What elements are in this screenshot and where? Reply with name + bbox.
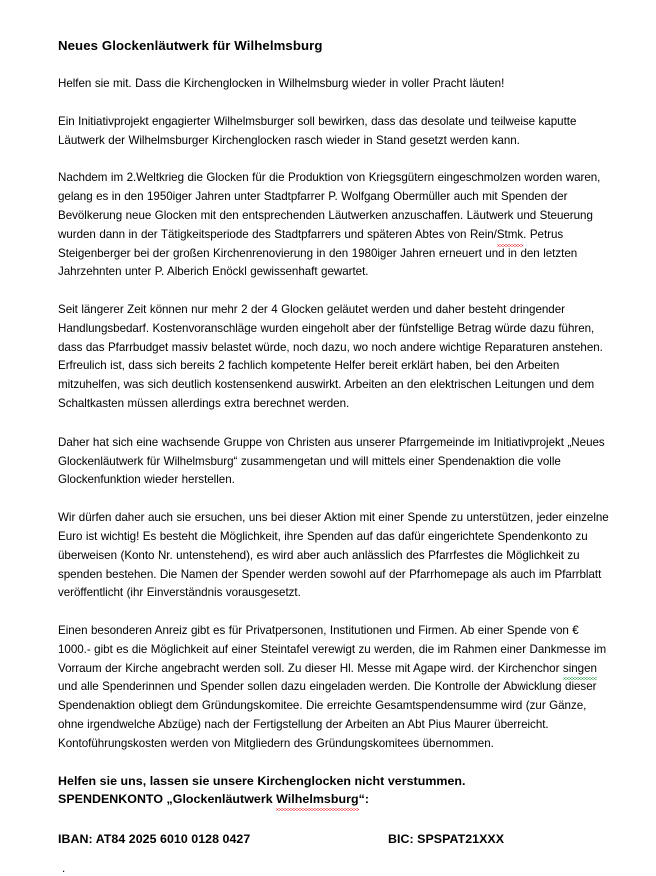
paragraph-need: Seit längerer Zeit können nur mehr 2 der 4 Glocken geläutet werden und daher besteht dringender Handlungsbedarf. Kostenvoranschläge wurden eingeholt aber der fünfstellige Betrag würde dazu führen, dass das Pfarrbudget massiv belastet würde, noch dazu, wo noch andere wichtige Reparaturen anstehen. Erfreulich ist, dass sich bereits 2 fachlich kompetente Helfer bereit erklärt haben, bei den Arbeiten mitzuhelfen, was sich deutlich kostensenkend auswirkt. Arbeiten an den elektrischen Leitungen und dem Schaltkasten müssen allerdings extra berechnet werden. [58, 303, 603, 411]
grammarcheck-word-singen: singen [563, 660, 597, 679]
account-label-part-1: SPENDENKONTO „Glockenläutwerk [58, 792, 277, 807]
spellcheck-word-stmk: Stmk [497, 226, 523, 245]
spacer [58, 603, 610, 622]
spacer [58, 490, 610, 509]
page-title: Neues Glockenläutwerk für Wilhelmsburg [58, 38, 323, 53]
iban-value: IBAN: AT84 2025 6010 0128 0427 [58, 832, 251, 847]
paragraph-group: Daher hat sich eine wachsende Gruppe von Christen aus unserer Pfarrgemeinde im Initiativprojekt „Neues Glockenläutwerk für Wilhelmsburg“ zusammengetan und will mittels einer Spendenaktion die volle Glockenfunktion wieder herstellen. [58, 435, 605, 487]
spacer [58, 150, 610, 169]
incentive-text-part-2: und alle Spenderinnen und Spender sollen dazu eingeladen werden. Die Kontrolle der Abwicklung dieser Spendenaktion obliegt dem Gründungskomitee. Die erreichte Gesamtspendensumme wird (zur Gänze, ohne irgendwelche Abzüge) nach der Fertigstellung der Arbeiten an Abt Pius Maurer überreicht. Kontoführungskosten werden von Mitgliedern des Gründungskomitees übernommen. [58, 680, 597, 750]
paragraph-history [58, 169, 610, 282]
spacer [58, 282, 610, 301]
spacer [58, 54, 610, 75]
bank-details-row [58, 832, 610, 846]
spacer [58, 846, 610, 862]
trailing-period: . [62, 862, 66, 876]
account-label-part-2: “: [358, 792, 370, 807]
paragraph-incentive [58, 622, 610, 753]
closing-account-label [58, 790, 610, 809]
spellcheck-word-wilhelmsburg: Wilhelmsburg [276, 790, 358, 809]
history-text-part-2: . Petrus Steigenberger bei der großen Kirchenrenovierung in den 1980iger Jahren erneuert und in den letzten Jahrzehnten unter P. Alberich Enöckl gewissenhaft gewartet. [58, 227, 578, 279]
spacer [58, 754, 610, 772]
paragraph-initiative: Ein Initiativprojekt engagierter Wilhelmsburger soll bewirken, dass das desolate und teilweise kaputte Läutwerk der Wilhelmsburger Kirchenglocken rasch wieder in Stand gesetzt werden kann. [58, 114, 577, 147]
spacer [58, 809, 610, 832]
spacer [58, 94, 610, 113]
paragraph-donation-request: Wir dürfen daher auch sie ersuchen, uns bei dieser Aktion mit einer Spende zu unterstützen, jeder einzelne Euro ist wichtig! Es besteht die Möglichkeit, ihre Spenden auf das dafür eingerichtete Spendenkonto zu überweisen (Konto Nr. untenstehend), es wird aber auch anlässlich des Pfarrfestes die Möglichkeit zu spenden bestehen. Die Namen der Spender werden sowohl auf der Pfarrhomepage als auch im Pfarrblatt veröffentlicht (ihr Einverständnis vorausgesetzt. [58, 511, 609, 600]
history-text-part-1: Nachdem im 2.Weltkrieg die Glocken für die Produktion von Kriegsgütern eingeschmolzen worden waren, gelang es in den 1950iger Jahren unter Stadtpfarrer P. Wolfgang Obermüller auch mit Spenden der Bevölkerung neue Glocken mit den entsprechenden Läutwerken anzuschaffen. Läutwerk und Steuerung wurden dann in der Tätigkeitsperiode des Stadtpfarrers und späteren Abtes von Rein/ [58, 171, 601, 241]
bic-value: BIC: SPSPAT21XXX [388, 832, 505, 847]
closing-appeal: Helfen sie uns, lassen sie unsere Kirchenglocken nicht verstummen. [58, 773, 466, 788]
spacer [58, 414, 610, 434]
incentive-text-part-1: Einen besonderen Anreiz gibt es für Privatpersonen, Institutionen und Firmen. Ab einer Spende von € 1000.- gibt es die Möglichkeit auf einer Steintafel verewigt zu werden, die im Rahmen einer Dankmesse im Vorraum der Kirche angebracht werden soll. Zu dieser Hl. Messe mit Agape wird. der Kirchenchor [58, 624, 607, 675]
paragraph-intro: Helfen sie mit. Dass die Kirchenglocken in Wilhelmsburg wieder in voller Pracht läuten! [58, 77, 505, 91]
